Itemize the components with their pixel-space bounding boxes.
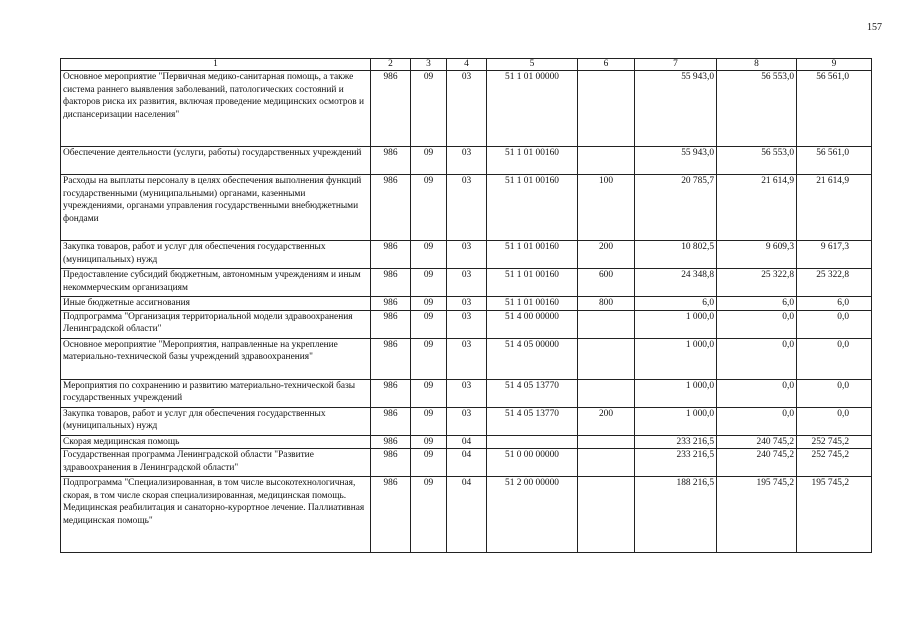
table-row: [61, 297, 872, 311]
expense-name-cell: Предоставление субсидий бюджетным, автономным учреждениям и иным некоммерческим организациям: [61, 269, 371, 297]
amount-year2-cell: 0,0: [717, 338, 797, 379]
section-code-cell: 09: [411, 449, 447, 477]
amount-year1-cell: 1 000,0: [635, 310, 717, 338]
amount-year3-cell: 25 322,8: [797, 269, 872, 297]
amount-year1-cell: 24 348,8: [635, 269, 717, 297]
target-article-cell: 51 1 01 00160: [487, 147, 578, 175]
subsection-code-cell: 03: [447, 338, 487, 379]
section-code-cell: 09: [411, 297, 447, 311]
subsection-code-cell: 03: [447, 310, 487, 338]
column-header: 3: [411, 59, 447, 71]
expense-type-cell: [578, 477, 635, 553]
expense-name-cell: Закупка товаров, работ и услуг для обеспечения государственных (муниципальных) нужд: [61, 241, 371, 269]
amount-year1-cell: 1 000,0: [635, 338, 717, 379]
subsection-code-cell: 03: [447, 71, 487, 147]
table-row: [61, 435, 872, 449]
amount-year1-cell: 233 216,5: [635, 449, 717, 477]
amount-year1-cell: 10 802,5: [635, 241, 717, 269]
section-code-cell: 09: [411, 71, 447, 147]
table-row: [61, 269, 872, 297]
amount-year3-cell: 0,0: [797, 379, 872, 407]
ministry-code-cell: 986: [371, 71, 411, 147]
table-row: [61, 407, 872, 435]
column-header: 6: [578, 59, 635, 71]
subsection-code-cell: 03: [447, 269, 487, 297]
target-article-cell: 51 0 00 00000: [487, 449, 578, 477]
amount-year2-cell: 0,0: [717, 407, 797, 435]
expense-name-cell: Обеспечение деятельности (услуги, работы) государственных учреждений: [61, 147, 371, 175]
expense-name-cell: Закупка товаров, работ и услуг для обеспечения государственных (муниципальных) нужд: [61, 407, 371, 435]
amount-year1-cell: 6,0: [635, 297, 717, 311]
expense-type-cell: 800: [578, 297, 635, 311]
table-row: [61, 71, 872, 147]
target-article-cell: 51 4 05 00000: [487, 338, 578, 379]
section-code-cell: 09: [411, 477, 447, 553]
table-row: [61, 175, 872, 241]
amount-year3-cell: 252 745,2: [797, 449, 872, 477]
target-article-cell: [487, 435, 578, 449]
amount-year3-cell: 0,0: [797, 407, 872, 435]
table-row: [61, 310, 872, 338]
section-code-cell: 09: [411, 338, 447, 379]
expense-type-cell: [578, 147, 635, 175]
subsection-code-cell: 04: [447, 477, 487, 553]
section-code-cell: 09: [411, 379, 447, 407]
amount-year2-cell: 0,0: [717, 379, 797, 407]
section-code-cell: 09: [411, 241, 447, 269]
expense-type-cell: 600: [578, 269, 635, 297]
expense-name-cell: Скорая медицинская помощь: [61, 435, 371, 449]
subsection-code-cell: 03: [447, 297, 487, 311]
amount-year2-cell: 6,0: [717, 297, 797, 311]
subsection-code-cell: 03: [447, 147, 487, 175]
amount-year2-cell: 9 609,3: [717, 241, 797, 269]
amount-year1-cell: 1 000,0: [635, 407, 717, 435]
ministry-code-cell: 986: [371, 477, 411, 553]
column-header: 2: [371, 59, 411, 71]
expense-type-cell: [578, 449, 635, 477]
ministry-code-cell: 986: [371, 310, 411, 338]
amount-year1-cell: 55 943,0: [635, 71, 717, 147]
subsection-code-cell: 04: [447, 435, 487, 449]
subsection-code-cell: 03: [447, 379, 487, 407]
expense-name-cell: Подпрограмма "Организация территориальной модели здравоохранения Ленинградской области": [61, 310, 371, 338]
amount-year1-cell: 55 943,0: [635, 147, 717, 175]
table-row: [61, 449, 872, 477]
expense-type-cell: [578, 338, 635, 379]
amount-year3-cell: 9 617,3: [797, 241, 872, 269]
ministry-code-cell: 986: [371, 435, 411, 449]
budget-table: [60, 58, 872, 553]
expense-name-cell: Подпрограмма "Специализированная, в том числе высокотехнологичная, скорая, в том числе скорая специализированная, медицинская помощь. Медицинская реабилитация и санаторно-курортное лечение. Паллиативная медицинская помощь": [61, 477, 371, 553]
target-article-cell: 51 1 01 00160: [487, 241, 578, 269]
amount-year2-cell: 56 553,0: [717, 147, 797, 175]
ministry-code-cell: 986: [371, 297, 411, 311]
table-row: [61, 147, 872, 175]
expense-name-cell: Иные бюджетные ассигнования: [61, 297, 371, 311]
expense-type-cell: [578, 435, 635, 449]
amount-year2-cell: 25 322,8: [717, 269, 797, 297]
target-article-cell: 51 4 00 00000: [487, 310, 578, 338]
section-code-cell: 09: [411, 269, 447, 297]
expense-name-cell: Основное мероприятие "Первичная медико-санитарная помощь, а также система раннего выявления заболеваний, патологических состояний и факторов риска их развития, включая проведение медицинских осмотров и диспансеризации населения": [61, 71, 371, 147]
amount-year2-cell: 0,0: [717, 310, 797, 338]
ministry-code-cell: 986: [371, 379, 411, 407]
subsection-code-cell: 04: [447, 449, 487, 477]
subsection-code-cell: 03: [447, 175, 487, 241]
column-header: 1: [61, 59, 371, 71]
amount-year2-cell: 56 553,0: [717, 71, 797, 147]
subsection-code-cell: 03: [447, 407, 487, 435]
amount-year2-cell: 195 745,2: [717, 477, 797, 553]
ministry-code-cell: 986: [371, 241, 411, 269]
table-row: [61, 477, 872, 553]
column-header: 9: [797, 59, 872, 71]
ministry-code-cell: 986: [371, 147, 411, 175]
amount-year3-cell: 56 561,0: [797, 71, 872, 147]
section-code-cell: 09: [411, 175, 447, 241]
expense-type-cell: [578, 379, 635, 407]
expense-name-cell: Расходы на выплаты персоналу в целях обеспечения выполнения функций государственными (муниципальными) органами, казенными учреждениями, органами управления государственными внебюджетными фондами: [61, 175, 371, 241]
expense-type-cell: [578, 71, 635, 147]
target-article-cell: 51 4 05 13770: [487, 379, 578, 407]
amount-year3-cell: 56 561,0: [797, 147, 872, 175]
table-row: [61, 338, 872, 379]
expense-type-cell: 200: [578, 407, 635, 435]
target-article-cell: 51 1 01 00160: [487, 175, 578, 241]
expense-type-cell: 100: [578, 175, 635, 241]
amount-year1-cell: 233 216,5: [635, 435, 717, 449]
column-header: 7: [635, 59, 717, 71]
column-header: 8: [717, 59, 797, 71]
page-number: 157: [867, 22, 882, 33]
section-code-cell: 09: [411, 147, 447, 175]
amount-year3-cell: 0,0: [797, 310, 872, 338]
target-article-cell: 51 1 01 00160: [487, 297, 578, 311]
target-article-cell: 51 2 00 00000: [487, 477, 578, 553]
column-header: 5: [487, 59, 578, 71]
subsection-code-cell: 03: [447, 241, 487, 269]
amount-year1-cell: 20 785,7: [635, 175, 717, 241]
ministry-code-cell: 986: [371, 175, 411, 241]
target-article-cell: 51 4 05 13770: [487, 407, 578, 435]
table-row: [61, 241, 872, 269]
amount-year2-cell: 240 745,2: [717, 449, 797, 477]
amount-year3-cell: 252 745,2: [797, 435, 872, 449]
table-header-row: [61, 59, 872, 71]
target-article-cell: 51 1 01 00000: [487, 71, 578, 147]
amount-year2-cell: 240 745,2: [717, 435, 797, 449]
column-header: 4: [447, 59, 487, 71]
ministry-code-cell: 986: [371, 407, 411, 435]
target-article-cell: 51 1 01 00160: [487, 269, 578, 297]
amount-year2-cell: 21 614,9: [717, 175, 797, 241]
expense-name-cell: Основное мероприятие "Мероприятия, направленные на укрепление материально-технической базы учреждений здравоохранения": [61, 338, 371, 379]
section-code-cell: 09: [411, 435, 447, 449]
section-code-cell: 09: [411, 310, 447, 338]
expense-name-cell: Государственная программа Ленинградской области "Развитие здравоохранения в Ленинградской области": [61, 449, 371, 477]
section-code-cell: 09: [411, 407, 447, 435]
ministry-code-cell: 986: [371, 449, 411, 477]
expense-type-cell: 200: [578, 241, 635, 269]
expense-type-cell: [578, 310, 635, 338]
amount-year1-cell: 188 216,5: [635, 477, 717, 553]
amount-year1-cell: 1 000,0: [635, 379, 717, 407]
ministry-code-cell: 986: [371, 269, 411, 297]
amount-year3-cell: 0,0: [797, 338, 872, 379]
amount-year3-cell: 21 614,9: [797, 175, 872, 241]
amount-year3-cell: 6,0: [797, 297, 872, 311]
amount-year3-cell: 195 745,2: [797, 477, 872, 553]
table-row: [61, 379, 872, 407]
expense-name-cell: Мероприятия по сохранению и развитию материально-технической базы государственных учреждений: [61, 379, 371, 407]
ministry-code-cell: 986: [371, 338, 411, 379]
